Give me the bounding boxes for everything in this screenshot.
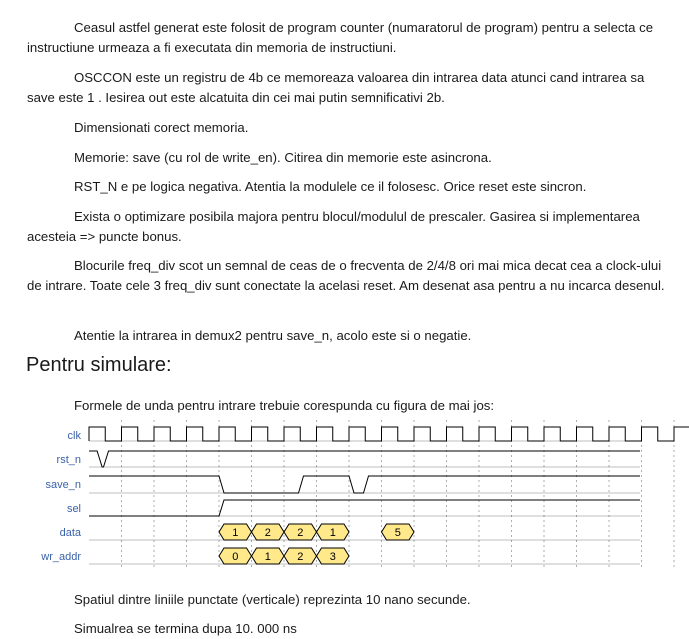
signal-label-wr-addr: wr_addr bbox=[40, 551, 81, 563]
rst-n-trace bbox=[89, 451, 640, 467]
paragraph-program-counter: Ceasul astfel generat este folosit de program counter (numaratorul de program) pentru a selecta ce instructiune urmeaza a fi executata din memoria de instructiuni. bbox=[27, 18, 667, 58]
paragraph-memory-save: Memorie: save (cu rol de write_en). Citirea din memorie este asincrona. bbox=[27, 148, 667, 168]
data-bus-value: 1 bbox=[330, 527, 336, 539]
simulation-end-note: Simualrea se termina dupa 10. 000 ns bbox=[27, 619, 667, 639]
clk-trace bbox=[89, 427, 689, 441]
data-bus-value: 2 bbox=[297, 527, 303, 539]
signal-label-data: data bbox=[60, 527, 82, 539]
save-n-trace bbox=[89, 476, 640, 493]
spacing-note: Spatiul dintre liniile punctate (verticale) reprezinta 10 nano secunde. bbox=[27, 590, 667, 610]
signal-label-rst-n: rst_n bbox=[57, 454, 81, 466]
data-bus-value: 5 bbox=[395, 527, 401, 539]
wr-addr-bus-value: 2 bbox=[297, 551, 303, 563]
paragraph-reset: RST_N e pe logica negativa. Atentia la modulele ce il folosesc. Orice reset este sincron. bbox=[27, 177, 667, 197]
paragraph-demux: Atentie la intrarea in demux2 pentru save_n, acolo este si o negatie. bbox=[27, 326, 667, 346]
waveform-intro: Formele de unda pentru intrare trebuie corespunda cu figura de mai jos: bbox=[27, 396, 667, 416]
signal-label-sel: sel bbox=[67, 503, 81, 515]
paragraph-freq-div: Blocurile freq_div scot un semnal de ceas de o frecventa de 2/4/8 ori mai mica decat cea a clock-ului de intrare. Toate cele 3 freq_div sunt conectate la acelasi reset. Am desenat asa pentru a nu incarca desenul. bbox=[27, 256, 667, 296]
sel-trace bbox=[89, 500, 640, 516]
section-title: Pentru simulare: bbox=[26, 354, 172, 377]
data-bus-value: 2 bbox=[265, 527, 271, 539]
paragraph-prescaler: Exista o optimizare posibila majora pentru blocul/modulul de prescaler. Gasirea si implementarea acesteia => puncte bonus. bbox=[27, 207, 667, 247]
data-bus-value: 1 bbox=[232, 527, 238, 539]
wr-addr-bus-value: 0 bbox=[232, 551, 238, 563]
signal-label-save-n: save_n bbox=[46, 479, 81, 491]
paragraph-osccon: OSCCON este un registru de 4b ce memoreaza valoarea din intrarea data atunci cand intrarea sa save este 1 . Iesirea out este alcatuita din cei mai putin semnificativi 2b. bbox=[27, 68, 667, 108]
paragraph-memory-size: Dimensionati corect memoria. bbox=[27, 118, 667, 138]
grid-lines bbox=[122, 420, 689, 568]
signal-label-clk: clk bbox=[68, 430, 82, 442]
wr-addr-bus-value: 1 bbox=[265, 551, 271, 563]
wr-addr-bus-value: 3 bbox=[330, 551, 336, 563]
